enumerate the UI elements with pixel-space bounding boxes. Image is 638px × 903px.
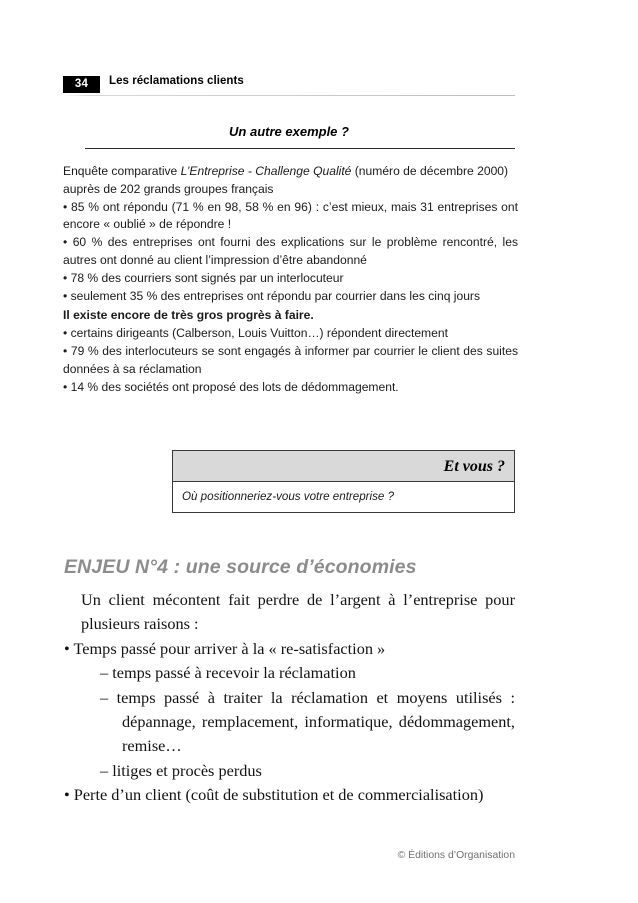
enjeu-list-item: – temps passé à recevoir la réclamation	[100, 663, 356, 683]
example-intro-source: L’Entreprise - Challenge Qualité	[180, 164, 352, 178]
enjeu-intro-paragraph: Un client mécontent fait perdre de l’argent à l’entreprise pour plusieurs raisons :	[81, 590, 515, 634]
et-vous-header	[173, 451, 514, 482]
enjeu-list-item: – temps passé à traiter la réclamation et moyens utilisés : dépannage, remplacement, informatique, dédommagement, remise…	[100, 687, 515, 756]
example-intro-paragraph	[63, 163, 518, 199]
example-bullet: • 78 % des courriers sont signés par un interlocuteur	[63, 270, 344, 285]
et-vous-header-label: Et vous ?	[443, 458, 505, 475]
enjeu-body	[64, 588, 515, 808]
running-header	[63, 74, 515, 96]
example-bullet: • 85 % ont répondu (71 % en 98, 58 % en 96) : c’est mieux, mais 31 entreprises ont encore « oublié » de répondre !	[63, 199, 518, 232]
section-heading-enjeu: ENJEU N°4 : une source d’économies	[64, 556, 417, 578]
example-intro-prefix: Enquête comparative	[63, 164, 181, 178]
example-intro-suffix: (numéro de décembre 2000) auprès de 202 grands groupes français	[63, 164, 509, 196]
example-bullet: • 60 % des entreprises ont fourni des explications sur le problème rencontré, les autres ont donné au client l’impression d’être abandonné	[63, 235, 518, 267]
example-bullet: • seulement 35 % des entreprises ont répondu par courrier dans les cinq jours	[63, 288, 480, 303]
enjeu-list-item: • Perte d’un client (coût de substitution et de commercialisation)	[64, 785, 484, 805]
example-lead-in-text: Il existe encore de très gros progrès à faire.	[63, 308, 314, 323]
footer-copyright: © Éditions d’Organisation	[397, 850, 515, 861]
et-vous-callout	[172, 450, 515, 513]
et-vous-question: Où positionneriez-vous votre entreprise ?	[182, 490, 395, 503]
enjeu-list-item: – litiges et procès perdus	[100, 760, 262, 780]
header-divider	[63, 95, 515, 96]
page-number-badge: 34	[63, 76, 100, 93]
example-box-title: Un autre exemple ?	[229, 124, 349, 139]
example-bullet: • 79 % des interlocuteurs se sont engagés à informer par courrier le client des suites données à sa réclamation	[63, 343, 518, 376]
et-vous-body	[173, 482, 514, 512]
example-bullet: • 14 % des sociétés ont proposé des lots de dédommagement.	[63, 379, 399, 394]
example-bullet: • certains dirigeants (Calberson, Louis Vuitton…) répondent directement	[63, 326, 448, 341]
header-chapter-title: Les réclamations clients	[109, 75, 244, 87]
example-lead-in	[63, 307, 518, 325]
example-box-content	[63, 163, 518, 396]
example-box-divider	[85, 148, 515, 149]
enjeu-list-item: • Temps passé pour arriver à la « re-satisfaction »	[64, 638, 386, 658]
